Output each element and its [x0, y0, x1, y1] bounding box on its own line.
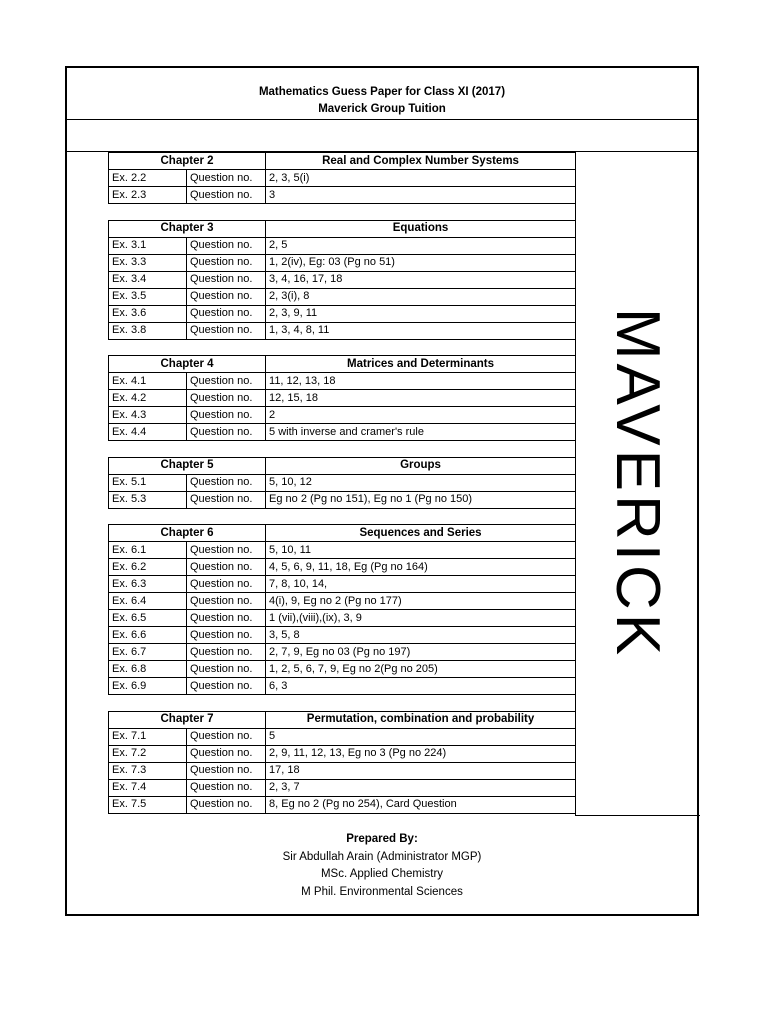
- exercise-row: [109, 491, 576, 508]
- question-list: 3: [266, 187, 576, 204]
- chapter-name: Chapter 6: [109, 525, 266, 542]
- chapter-topic: Groups: [266, 457, 576, 474]
- question-list: 12, 15, 18: [266, 390, 576, 407]
- spacer-row: [109, 204, 576, 220]
- question-label: Question no.: [187, 170, 266, 187]
- spacer-row: [109, 508, 576, 524]
- question-list: 2, 3(i), 8: [266, 288, 576, 305]
- question-list: 2, 3, 9, 11: [266, 305, 576, 322]
- exercise-number: Ex. 6.7: [109, 644, 187, 661]
- chapter-topic: Sequences and Series: [266, 525, 576, 542]
- chapter-tables: [108, 152, 575, 829]
- question-list: 2, 5: [266, 237, 576, 254]
- spacer-row: [109, 441, 576, 457]
- chapter-table: [108, 711, 576, 830]
- exercise-number: Ex. 6.8: [109, 661, 187, 678]
- question-list: 2, 3, 5(i): [266, 170, 576, 187]
- chapter-header-row: [109, 356, 576, 373]
- exercise-number: Ex. 3.6: [109, 305, 187, 322]
- exercise-number: Ex. 7.3: [109, 762, 187, 779]
- chapter-table: [108, 355, 576, 457]
- exercise-number: Ex. 7.2: [109, 745, 187, 762]
- exercise-row: [109, 728, 576, 745]
- prepared-by-label: Prepared By:: [346, 833, 418, 845]
- exercise-number: Ex. 3.1: [109, 237, 187, 254]
- question-list: 2: [266, 407, 576, 424]
- exercise-number: Ex. 3.5: [109, 288, 187, 305]
- exercise-row: [109, 288, 576, 305]
- exercise-number: Ex. 7.5: [109, 796, 187, 813]
- question-list: Eg no 2 (Pg no 151), Eg no 1 (Pg no 150): [266, 491, 576, 508]
- spacer-cell: [109, 695, 576, 711]
- exercise-row: [109, 187, 576, 204]
- spacer-row: [109, 339, 576, 355]
- page-title: Mathematics Guess Paper for Class XI (2017): [258, 86, 506, 98]
- question-list: 3, 5, 8: [266, 627, 576, 644]
- question-list: 5, 10, 12: [266, 474, 576, 491]
- question-label: Question no.: [187, 779, 266, 796]
- brand-watermark: [576, 152, 700, 815]
- question-label: Question no.: [187, 796, 266, 813]
- exercise-row: [109, 407, 576, 424]
- chapter-name: Chapter 2: [109, 153, 266, 170]
- question-label: Question no.: [187, 627, 266, 644]
- question-label: Question no.: [187, 187, 266, 204]
- question-list: 5 with inverse and cramer's rule: [266, 424, 576, 441]
- question-label: Question no.: [187, 576, 266, 593]
- exercise-row: [109, 424, 576, 441]
- exercise-row: [109, 305, 576, 322]
- question-label: Question no.: [187, 762, 266, 779]
- question-label: Question no.: [187, 373, 266, 390]
- chapter-name: Chapter 5: [109, 457, 266, 474]
- chapter-header-row: [109, 525, 576, 542]
- exercise-number: Ex. 2.2: [109, 170, 187, 187]
- author-degree-1: MSc. Applied Chemistry: [320, 868, 444, 880]
- spacer-cell: [109, 204, 576, 220]
- spacer-cell: [109, 813, 576, 829]
- exercise-row: [109, 661, 576, 678]
- exercise-row: [109, 678, 576, 695]
- question-list: 1, 2(iv), Eg: 03 (Pg no 51): [266, 254, 576, 271]
- exercise-number: Ex. 4.4: [109, 424, 187, 441]
- page-subtitle: Maverick Group Tuition: [318, 103, 446, 115]
- question-label: Question no.: [187, 542, 266, 559]
- chapter-name: Chapter 3: [109, 220, 266, 237]
- spacer-cell: [109, 441, 576, 457]
- question-label: Question no.: [187, 644, 266, 661]
- question-label: Question no.: [187, 610, 266, 627]
- exercise-row: [109, 627, 576, 644]
- question-label: Question no.: [187, 593, 266, 610]
- exercise-number: Ex. 7.4: [109, 779, 187, 796]
- exercise-row: [109, 237, 576, 254]
- spacer-row: [109, 695, 576, 711]
- exercise-row: [109, 322, 576, 339]
- spacer-row: [109, 813, 576, 829]
- spacer-cell: [109, 339, 576, 355]
- exercise-number: Ex. 3.3: [109, 254, 187, 271]
- question-list: 6, 3: [266, 678, 576, 695]
- author-degree-2: M Phil. Environmental Sciences: [301, 885, 463, 898]
- question-list: 4, 5, 6, 9, 11, 18, Eg (Pg no 164): [266, 559, 576, 576]
- exercise-row: [109, 390, 576, 407]
- exercise-row: [109, 254, 576, 271]
- exercise-number: Ex. 2.3: [109, 187, 187, 204]
- chapter-header-row: [109, 220, 576, 237]
- brand-text: MAVERICK: [603, 307, 673, 660]
- exercise-number: Ex. 4.3: [109, 407, 187, 424]
- exercise-number: Ex. 6.4: [109, 593, 187, 610]
- spacer-cell: [109, 508, 576, 524]
- chapter-table: [108, 524, 576, 711]
- question-label: Question no.: [187, 390, 266, 407]
- author-name: Sir Abdullah Arain (Administrator MGP): [282, 850, 482, 863]
- exercise-row: [109, 542, 576, 559]
- exercise-number: Ex. 5.3: [109, 491, 187, 508]
- exercise-number: Ex. 7.1: [109, 728, 187, 745]
- question-list: 1, 2, 5, 6, 7, 9, Eg no 2(Pg no 205): [266, 661, 576, 678]
- exercise-row: [109, 474, 576, 491]
- exercise-number: Ex. 4.1: [109, 373, 187, 390]
- question-label: Question no.: [187, 254, 266, 271]
- exercise-row: [109, 576, 576, 593]
- exercise-number: Ex. 6.9: [109, 678, 187, 695]
- page-header: [67, 68, 697, 120]
- question-list: 2, 9, 11, 12, 13, Eg no 3 (Pg no 224): [266, 745, 576, 762]
- exercise-row: [109, 762, 576, 779]
- page-footer: [67, 831, 697, 901]
- question-list: 1, 3, 4, 8, 11: [266, 322, 576, 339]
- exercise-number: Ex. 6.2: [109, 559, 187, 576]
- chapter-table: [108, 152, 576, 220]
- exercise-row: [109, 271, 576, 288]
- question-label: Question no.: [187, 661, 266, 678]
- question-label: Question no.: [187, 728, 266, 745]
- exercise-number: Ex. 3.8: [109, 322, 187, 339]
- question-list: 1 (vii),(viii),(ix), 3, 9: [266, 610, 576, 627]
- exercise-number: Ex. 4.2: [109, 390, 187, 407]
- question-list: 8, Eg no 2 (Pg no 254), Card Question: [266, 796, 576, 813]
- question-list: 17, 18: [266, 762, 576, 779]
- question-label: Question no.: [187, 305, 266, 322]
- chapter-table: [108, 457, 576, 525]
- question-list: 7, 8, 10, 14,: [266, 576, 576, 593]
- question-list: 3, 4, 16, 17, 18: [266, 271, 576, 288]
- chapter-header-row: [109, 153, 576, 170]
- exercise-number: Ex. 6.5: [109, 610, 187, 627]
- question-label: Question no.: [187, 237, 266, 254]
- exercise-row: [109, 373, 576, 390]
- exercise-row: [109, 170, 576, 187]
- exercise-row: [109, 796, 576, 813]
- question-label: Question no.: [187, 271, 266, 288]
- question-list: 11, 12, 13, 18: [266, 373, 576, 390]
- chapter-name: Chapter 7: [109, 711, 266, 728]
- exercise-number: Ex. 6.1: [109, 542, 187, 559]
- question-list: 5: [266, 728, 576, 745]
- chapter-header-row: [109, 457, 576, 474]
- chapter-topic: Matrices and Determinants: [266, 356, 576, 373]
- exercise-number: Ex. 6.6: [109, 627, 187, 644]
- question-label: Question no.: [187, 745, 266, 762]
- question-list: 2, 7, 9, Eg no 03 (Pg no 197): [266, 644, 576, 661]
- question-label: Question no.: [187, 491, 266, 508]
- exercise-row: [109, 745, 576, 762]
- chapter-topic: Equations: [266, 220, 576, 237]
- exercise-row: [109, 593, 576, 610]
- chapter-name: Chapter 4: [109, 356, 266, 373]
- question-label: Question no.: [187, 288, 266, 305]
- chapter-topic: Real and Complex Number Systems: [266, 153, 576, 170]
- question-label: Question no.: [187, 678, 266, 695]
- exercise-row: [109, 644, 576, 661]
- question-label: Question no.: [187, 474, 266, 491]
- chapter-table: [108, 220, 576, 356]
- question-label: Question no.: [187, 559, 266, 576]
- question-label: Question no.: [187, 322, 266, 339]
- question-list: 4(i), 9, Eg no 2 (Pg no 177): [266, 593, 576, 610]
- chapter-header-row: [109, 711, 576, 728]
- brand-panel: [575, 152, 700, 816]
- exercise-number: Ex. 6.3: [109, 576, 187, 593]
- question-label: Question no.: [187, 424, 266, 441]
- guess-paper-sheet: [65, 66, 699, 916]
- chapter-topic: Permutation, combination and probability: [266, 711, 576, 728]
- exercise-number: Ex. 5.1: [109, 474, 187, 491]
- exercise-row: [109, 610, 576, 627]
- exercise-number: Ex. 3.4: [109, 271, 187, 288]
- exercise-row: [109, 779, 576, 796]
- question-label: Question no.: [187, 407, 266, 424]
- question-list: 2, 3, 7: [266, 779, 576, 796]
- exercise-row: [109, 559, 576, 576]
- question-list: 5, 10, 11: [266, 542, 576, 559]
